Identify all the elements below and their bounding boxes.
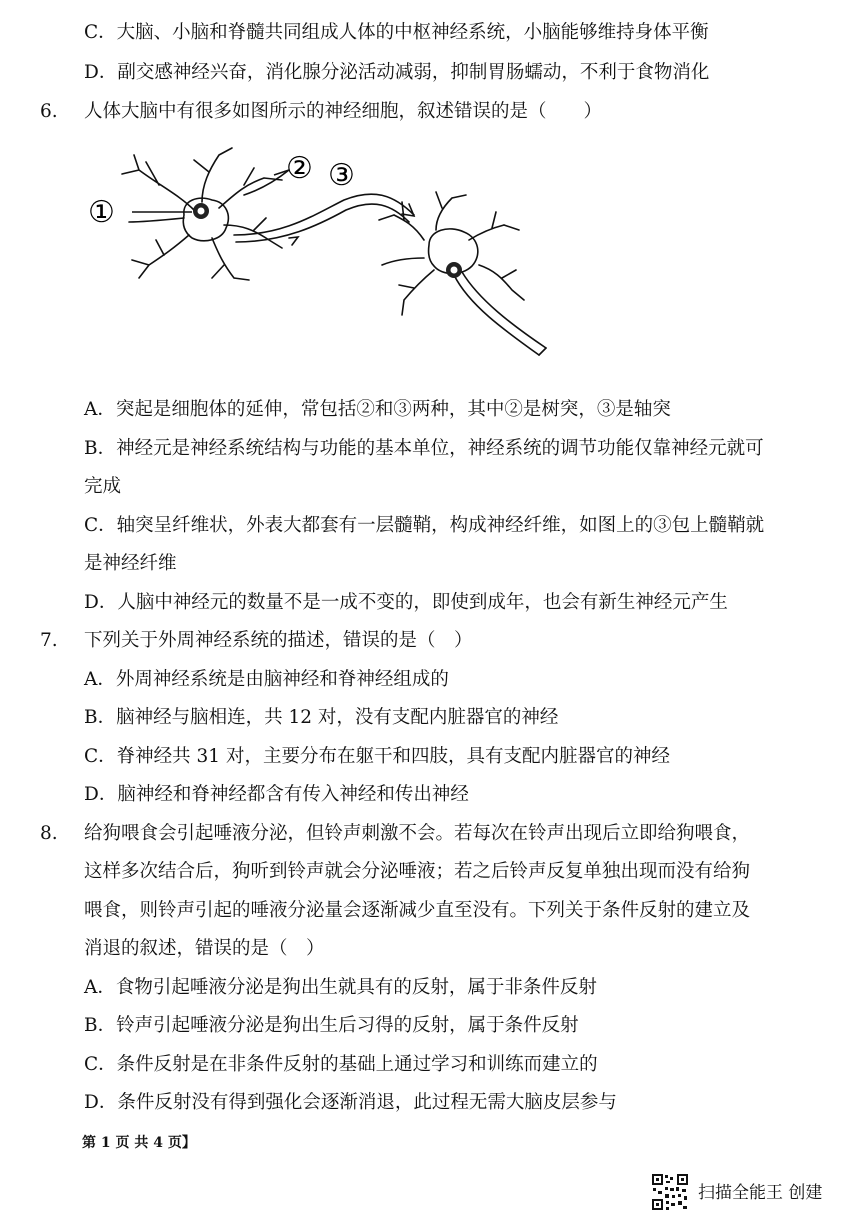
- neuron-1-axon: [234, 194, 414, 235]
- question-8-stem-line1: 给狗喂食会引起唾液分泌，但铃声刺激不会。若每次在铃声出现后立即给狗喂食，: [84, 823, 751, 844]
- question-6-option-d: D．人脑中神经元的数量不是一成不变的，即使到成年，也会有新生神经元产生: [84, 592, 728, 613]
- question-8-stem-line2: 这样多次结合后，狗听到铃声就会分泌唾液；若之后铃声反复单独出现而没有给狗: [84, 861, 751, 882]
- q5-option-c: C．大脑、小脑和脊髓共同组成人体的中枢神经系统，小脑能够维持身体平衡: [84, 22, 709, 43]
- label-2: ②: [286, 151, 313, 186]
- label-3: ③: [328, 158, 355, 193]
- question-8-option-a: A．食物引起唾液分泌是狗出生就具有的反射，属于非条件反射: [84, 977, 597, 998]
- question-6-option-c-line1: C．轴突呈纤维状，外表大都套有一层髓鞘，构成神经纤维，如图上的③包上髓鞘就: [84, 515, 765, 536]
- question-7-number: 7.: [40, 630, 58, 651]
- neuron-2-dendrites: [379, 192, 524, 315]
- question-6-number: 6.: [40, 101, 58, 122]
- question-6-option-b-line2: 完成: [84, 476, 122, 497]
- question-8-stem-line4: 消退的叙述，错误的是（ ）: [84, 938, 325, 959]
- neuron-diagram: [84, 140, 554, 375]
- q5-option-d: D．副交感神经兴奋，消化腺分泌活动减弱，抑制胃肠蠕动，不利于食物消化: [84, 62, 710, 83]
- question-8-stem-line3: 喂食，则铃声引起的唾液分泌量会逐渐减少直至没有。下列关于条件反射的建立及: [84, 900, 751, 921]
- label-1: ①: [88, 195, 115, 230]
- question-6-option-a: A．突起是细胞体的延伸，常包括②和③两种，其中②是树突，③是轴突: [84, 399, 671, 420]
- qr-code-icon: [651, 1173, 689, 1211]
- question-8-option-c: C．条件反射是在非条件反射的基础上通过学习和训练而建立的: [84, 1054, 598, 1075]
- question-8-option-b: B．铃声引起唾液分泌是狗出生后习得的反射，属于条件反射: [84, 1015, 579, 1036]
- page-number: 第 1 页 共 4 页】: [82, 1135, 196, 1151]
- question-6-stem: 人体大脑中有很多如图所示的神经细胞，叙述错误的是（ ）: [84, 101, 603, 122]
- scanner-watermark: 扫描全能王 创建: [698, 1183, 823, 1203]
- question-7-option-c: C．脊神经共 31 对，主要分布在躯干和四肢，具有支配内脏器官的神经: [84, 746, 670, 767]
- question-8-number: 8.: [40, 823, 58, 844]
- question-7-option-a: A．外周神经系统是由脑神经和脊神经组成的: [84, 669, 449, 690]
- question-6-option-b-line1: B．神经元是神经系统结构与功能的基本单位，神经系统的调节功能仅靠神经元就可: [84, 438, 764, 459]
- neuron-1-cell-body: [183, 198, 228, 241]
- question-6-option-c-line2: 是神经纤维: [84, 553, 177, 574]
- question-7-option-d: D．脑神经和脊神经都含有传入神经和传出神经: [84, 784, 469, 805]
- question-8-option-d: D．条件反射没有得到强化会逐渐消退，此过程无需大脑皮层参与: [84, 1092, 617, 1113]
- question-7-stem: 下列关于外周神经系统的描述，错误的是（ ）: [84, 630, 473, 651]
- question-7-option-b: B．脑神经与脑相连，共 12 对，没有支配内脏器官的神经: [84, 707, 559, 728]
- neuron-2-axon: [454, 275, 539, 355]
